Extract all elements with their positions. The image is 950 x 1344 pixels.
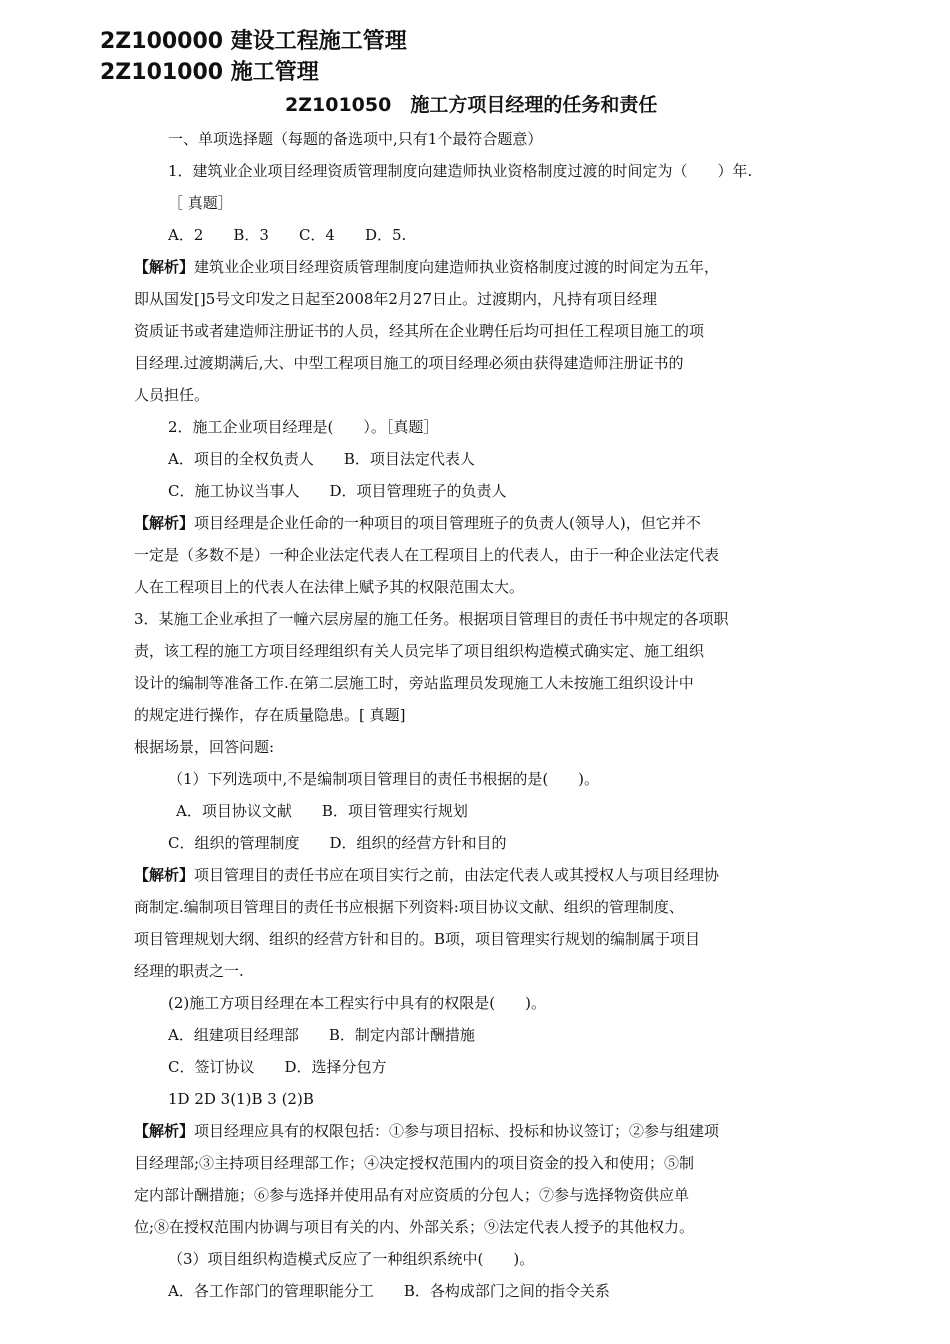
q3-sub1-analysis-line: 商制定.编制项目管理目的责任书应根据下列资料:项目协议文献、组织的管理制度、 [134, 898, 684, 916]
q2-options-ab: A．项目的全权负责人 B．项目法定代表人 [168, 450, 475, 468]
q3-sub2-analysis-line: 定内部计酬措施；⑥参与选择并使用品有对应资质的分包人；⑦参与选择物资供应单 [134, 1186, 690, 1204]
q3-sub2-options-cd: C．签订协议 D．选择分包方 [168, 1058, 387, 1076]
q2-analysis-line: 【解析】项目经理是企业任命的一种项目的项目管理班子的负责人(领导人)，但它并不 [134, 514, 701, 532]
answer-key: 1D 2D 3(1)B 3 (2)B [168, 1090, 314, 1108]
q2-analysis-line: 一定是（多数不是）一种企业法定代表人在工程项目上的代表人，由于一种企业法定代表 [134, 546, 720, 564]
q3-sub2-stem: (2)施工方项目经理在本工程实行中具有的权限是( )。 [168, 994, 546, 1012]
analysis-label: 【解析】 [134, 866, 195, 884]
q1-analysis-line: 【解析】建筑业企业项目经理资质管理制度向建造师执业资格制度过渡的时间定为五年， [134, 258, 720, 276]
q3-sub3-options-ab: A．各工作部门的管理职能分工 B．各构成部门之间的指令关系 [168, 1282, 610, 1300]
q1-analysis-line: 资质证书或者建造师注册证书的人员，经其所在企业聘任后均可担任工程项目施工的项 [134, 322, 705, 340]
q1-analysis-line: 人员担任。 [134, 386, 210, 404]
q1-analysis-line: 即从国发[]5号文印发之日起至2008年2月27日止。过渡期内，凡持有项目经理 [134, 290, 658, 308]
q3-sub2-analysis-line: 【解析】项目经理应具有的权限包括：①参与项目招标、投标和协议签订；②参与组建项 [134, 1122, 720, 1140]
q3-sub3-stem: （3）项目组织构造模式反应了一种组织系统中( )。 [168, 1250, 535, 1268]
q3-stem-line: 3．某施工企业承担了一幢六层房屋的施工任务。根据项目管理目的责任书中规定的各项职 [134, 610, 729, 628]
doc-title-chapter: 2Z101000 施工管理 [100, 60, 319, 85]
q3-sub2-analysis-line: 位;⑧在授权范围内协调与项目有关的内、外部关系；⑨法定代表人授予的其他权力。 [134, 1218, 695, 1236]
q3-sub2-analysis-line: 目经理部;③主持项目经理部工作；④决定授权范围内的项目资金的投入和使用；⑤制 [134, 1154, 695, 1172]
doc-title-main: 2Z100000 建设工程施工管理 [100, 29, 407, 54]
q3-stem-line: 责，该工程的施工方项目经理组织有关人员完毕了项目组织构造模式确实定、施工组织 [134, 642, 705, 660]
q1-analysis-line: 目经理.过渡期满后,大、中型工程项目施工的项目经理必须由获得建造师注册证书的 [134, 354, 684, 372]
analysis-label: 【解析】 [134, 514, 195, 532]
analysis-label: 【解析】 [134, 1122, 195, 1140]
q2-options-cd: C．施工协议当事人 D．项目管理班子的负责人 [168, 482, 507, 500]
q3-stem-line: 设计的编制等准备工作.在第二层施工时，旁站监理员发现施工人未按施工组织设计中 [134, 674, 694, 692]
q1-options: A．2 B．3 C．4 D．5. [168, 226, 407, 244]
q1-tag: ［ 真题］ [168, 194, 233, 212]
doc-title-section: 2Z101050 施工方项目经理的任务和责任 [285, 94, 658, 116]
q1-stem: 1．建筑业企业项目经理资质管理制度向建造师执业资格制度过渡的时间定为（ ）年. [168, 162, 753, 180]
section-heading: 一、单项选择题（每题的备选项中,只有1个最符合题意） [168, 130, 543, 148]
q3-sub1-analysis-line: 【解析】项目管理目的责任书应在项目实行之前，由法定代表人或其授权人与项目经理协 [134, 866, 720, 884]
q3-scene: 根据场景，回答问题: [134, 738, 275, 756]
q2-analysis-line: 人在工程项目上的代表人在法律上赋予其的权限范围太大。 [134, 578, 525, 596]
q3-sub1-options-cd: C．组织的管理制度 D．组织的经营方针和目的 [168, 834, 507, 852]
q3-sub1-options-ab: A．项目协议文献 B．项目管理实行规划 [176, 802, 468, 820]
analysis-label: 【解析】 [134, 258, 195, 276]
q3-stem-line: 的规定进行操作，存在质量隐患。[ 真题] [134, 706, 406, 724]
q3-sub1-stem: （1）下列选项中,不是编制项目管理目的责任书根据的是( )。 [168, 770, 600, 788]
q2-stem: 2．施工企业项目经理是( ）。［真题］ [168, 418, 439, 436]
q3-sub1-analysis-line: 项目管理规划大纲、组织的经营方针和目的。B项，项目管理实行规划的编制属于项目 [134, 930, 701, 948]
q3-sub2-options-ab: A．组建项目经理部 B．制定内部计酬措施 [168, 1026, 475, 1044]
q3-sub1-analysis-line: 经理的职责之一. [134, 962, 244, 980]
